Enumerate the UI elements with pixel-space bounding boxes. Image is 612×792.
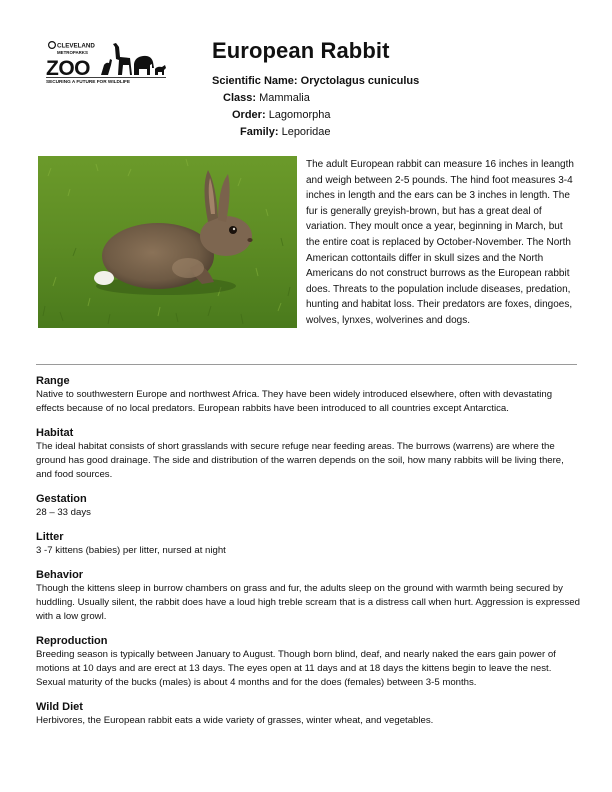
section-text: 3 -7 kittens (babies) per litter, nursed at night [36,545,226,556]
page-title: European Rabbit [212,38,390,63]
order-label: Order: [232,109,266,121]
zoo-logo [44,38,168,86]
scientific-name-row [212,73,419,90]
logo-emblem-icon [49,42,56,49]
family-label: Family: [240,126,279,138]
class-row [223,90,310,107]
animal-silhouettes-icon [101,43,166,75]
section-litter [36,530,581,558]
section-heading: Reproduction [36,635,108,647]
section-heading: Habitat [36,427,74,439]
section-divider [36,364,577,365]
section-text: 28 – 33 days [36,507,91,518]
section-behavior [36,568,581,624]
section-text: Breeding season is typically between January to August. Though born blind, deaf, and nearly naked the ears gain power of motions at 10 days and are erect at 13 days. The eyes open at 11 days and at 18 days the kittens begin to leave the nest. Sexual maturity of the bucks (males) is about 4 months and for the does (females) between 3-5 months. [36,649,556,688]
section-heading: Range [36,375,70,387]
section-heading: Gestation [36,493,87,505]
section-heading: Litter [36,531,64,543]
logo-zoo-word: ZOO [46,57,90,80]
section-text: Herbivores, the European rabbit eats a wide variety of grasses, winter wheat, and vegetables. [36,715,434,726]
logo-tagline: SECURING A FUTURE FOR WILDLIFE [46,79,131,84]
class-value: Mammalia [259,92,310,104]
family-value: Leporidae [281,126,331,138]
section-text: Native to southwestern Europe and northwest Africa. They have been widely introduced elsewhere, often with devastating effects because of no local predators. European rabbits have been introduced to all countries except Antarctica. [36,389,553,414]
section-heading: Wild Diet [36,701,83,713]
section-gestation [36,492,581,520]
zoo-logo-graphic [44,38,168,86]
section-habitat [36,426,581,482]
section-reproduction [36,634,581,690]
rabbit-photo [38,156,297,328]
section-text: Though the kittens sleep in burrow chambers on grass and fur, the adults sleep on the ground with warmth being secured by huddling. Usually silent, the rabbit does have a loud high treble scream that is a distress call when hurt. Aggression is expressed with a low growl. [36,583,580,622]
order-row [232,107,330,124]
family-row [240,124,331,141]
class-label: Class: [223,92,257,104]
facts-sections [36,374,581,738]
section-heading: Behavior [36,569,84,581]
scientific-name-value: Oryctolagus cuniculus [300,75,420,87]
logo-line2: METROPARKS [57,50,88,55]
order-value: Lagomorpha [268,109,331,121]
section-range [36,374,581,416]
section-wild-diet [36,700,581,728]
intro-description: The adult European rabbit can measure 16 inches in leangth and weigh between 2-5 pounds. The hind foot measures 3-4 inches in length and the ears can be 3 inches in length. The fur is generally greyish-brown, but has a great deal of variation. They moult once a year, beginning in March, but the entire coat is replaced by October-November. The North American cottontails differ in skull sizes and the North Americans do not construct burrows as the European rabbit does. Threats to the population include diseases, predation, hunting and habitat loss. Their predators are foxes, dingoes, wolves, lynxes, wolverines and dogs. [306,159,574,326]
section-text: The ideal habitat consists of short grasslands with secure refuge near feeding areas. The burrows (warrens) are where the ground has good drainage. The side and distribution of the warren depends on the soil, how many rabbits will be living there, and food sources. [36,441,564,480]
scientific-name-label: Scientific Name: [212,75,298,87]
rabbit-photo-graphic [38,156,297,328]
logo-line1: CLEVELAND [57,42,95,50]
